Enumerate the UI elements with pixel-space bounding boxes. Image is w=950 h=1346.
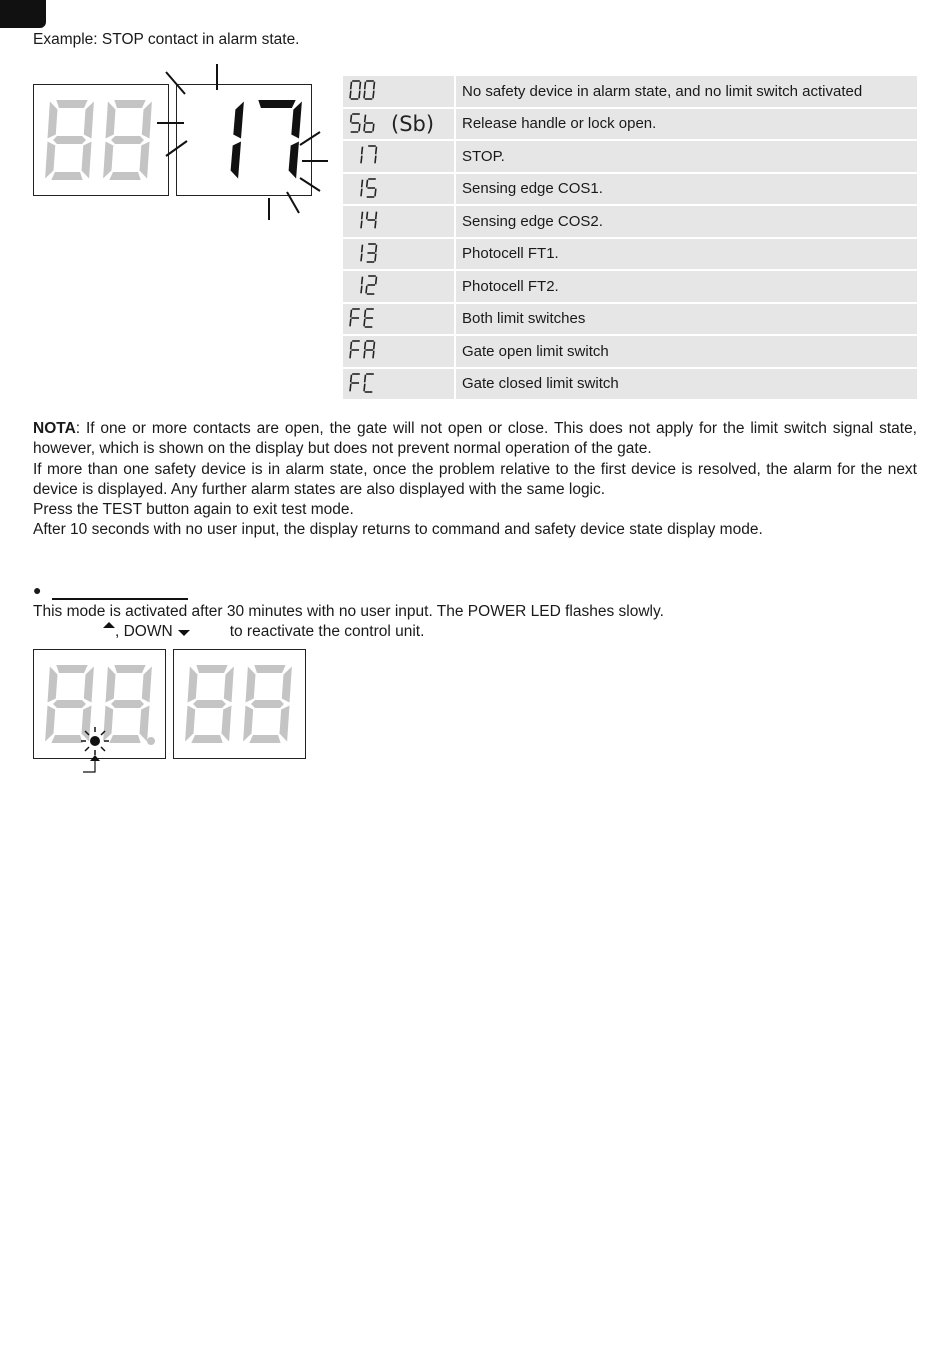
code-table	[343, 76, 917, 401]
code-row	[343, 304, 917, 337]
code-cell	[343, 141, 456, 174]
code-glyph	[343, 76, 403, 106]
timeout-paragraph: After 10 seconds with no user input, the display returns to command and safety device state display mode.	[33, 521, 763, 538]
reactivate-instruction	[33, 622, 633, 642]
corner-tab	[0, 0, 46, 28]
code-cell	[343, 271, 456, 304]
code-glyph	[343, 369, 403, 399]
note-label: NOTA	[33, 420, 76, 437]
power-led-flash-icon	[70, 724, 170, 779]
code-row	[343, 141, 917, 174]
code-row	[343, 174, 917, 207]
code-description: Photocell FT1.	[456, 239, 917, 272]
code-description: Gate closed limit switch	[456, 369, 917, 402]
arrow-down-icon	[178, 630, 190, 636]
code-cell	[343, 336, 456, 369]
note-paragraph	[33, 419, 917, 460]
standby-bullet: ●	[33, 582, 42, 598]
reactivate-end-text: to reactivate the control unit.	[229, 623, 425, 640]
code-row	[343, 369, 917, 402]
standby-right-digits	[173, 649, 306, 759]
multi-alarm-paragraph: If more than one safety device is in alarm state, once the problem relative to the first device is resolved, the alarm for the next device is displayed. Any further alarm states are also displayed with the same logic.	[33, 461, 917, 499]
code-row	[343, 76, 917, 109]
code-description: Release handle or lock open.	[456, 109, 917, 142]
code-description: Gate open limit switch	[456, 336, 917, 369]
code-cell	[343, 369, 456, 402]
code-description: Sensing edge COS2.	[456, 206, 917, 239]
code-description: No safety device in alarm state, and no limit switch activated	[456, 76, 917, 109]
code-glyph	[343, 304, 403, 334]
test-exit-paragraph: Press the TEST button again to exit test mode.	[33, 501, 354, 518]
code-glyph	[343, 336, 403, 366]
code-cell	[343, 109, 456, 142]
code-glyph	[343, 271, 403, 301]
code-description: Both limit switches	[456, 304, 917, 337]
code-row	[343, 109, 917, 142]
example-caption: Example: STOP contact in alarm state.	[33, 31, 300, 48]
note-text: : If one or more contacts are open, the gate will not open or close. This does not apply for the limit switch signal state, however, which is shown on the display but does not prevent normal operation of the gate.	[33, 420, 917, 458]
standby-heading-underline	[52, 598, 188, 600]
code-description: Photocell FT2.	[456, 271, 917, 304]
standby-description: This mode is activated after 30 minutes with no user input. The POWER LED flashes slowly.	[33, 603, 664, 620]
code-glyph	[343, 174, 403, 204]
display-left-digits	[33, 84, 169, 196]
code-row	[343, 206, 917, 239]
arrow-up-icon	[103, 622, 115, 628]
code-row	[343, 271, 917, 304]
code-row	[343, 336, 917, 369]
code-cell	[343, 206, 456, 239]
code-glyph	[343, 206, 403, 236]
code-extra-label: (Sb)	[391, 111, 435, 136]
code-cell	[343, 174, 456, 207]
code-cell	[343, 304, 456, 337]
blink-rays-icon	[150, 60, 340, 230]
code-description: STOP.	[456, 141, 917, 174]
code-glyph	[343, 141, 403, 171]
code-cell	[343, 76, 456, 109]
reactivate-mid-text: , DOWN	[115, 623, 173, 640]
code-description: Sensing edge COS1.	[456, 174, 917, 207]
code-cell	[343, 239, 456, 272]
code-glyph	[343, 239, 403, 269]
code-row	[343, 239, 917, 272]
